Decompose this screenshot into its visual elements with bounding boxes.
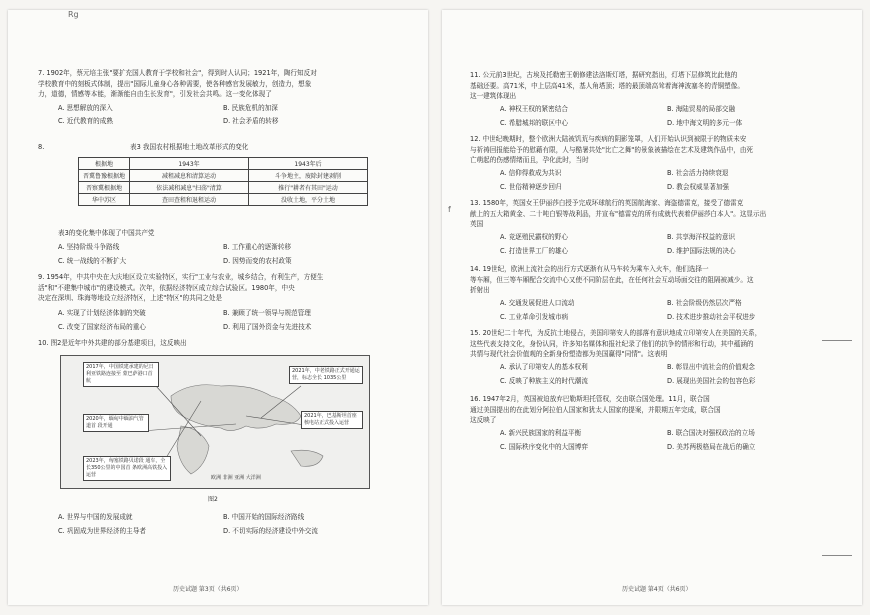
table-cell: 根据地 <box>79 158 130 170</box>
callout-box: 2017年，中国铁建承建的尼日利亚铁路连接至 蒙巴萨港口首航 <box>83 362 159 387</box>
q8-option-c: C. 统一战线的不断扩大 <box>58 257 127 265</box>
table-cell: 推行"耕者有其田"运动 <box>249 182 368 194</box>
question-16 <box>470 394 855 426</box>
q9-option-b: B. 兼顾了统一领导与规范管理 <box>223 309 311 317</box>
margin-line <box>822 340 852 341</box>
q15-option-a: A. 承认了印第安人的基本权利 <box>500 363 588 371</box>
q12-option-a: A. 信仰得救成为共识 <box>500 169 562 177</box>
q8-stem-end: 表3的变化集中体现了中国共产党 <box>58 229 155 237</box>
q13-option-d: D. 维护国际法规的决心 <box>667 247 736 255</box>
side-mark: f <box>448 205 451 214</box>
oceania-shape <box>291 450 323 466</box>
q10-option-c: C. 巩固成为世界经济的主导者 <box>58 527 146 535</box>
table-row <box>79 194 368 206</box>
q7-option-d: D. 社会矛盾的转移 <box>223 117 279 125</box>
q15-line: 这些代表支持文化，身份认同，许多知名媒体和报社纪录了他们的抗争的情形和行动，其中蕴涵的 <box>470 339 754 348</box>
table-cell: 减租减息和清算运动 <box>130 170 249 182</box>
table-cell: 依法减租减息"扫荡"清算 <box>130 182 249 194</box>
q12-line: 亡萌起的伤感情绪而且，孕化此时，当时 <box>470 156 589 164</box>
left-page <box>8 10 428 605</box>
q7-option-a: A. 思想解放的深入 <box>58 104 113 112</box>
figure-2-label: 图2 <box>208 496 218 503</box>
callout-box: 2021年，巴基斯坦首座 核电站正式投入运营 <box>301 411 363 429</box>
table-cell: 1943年 <box>130 158 249 170</box>
q8-number: 8. <box>38 143 45 151</box>
q7-option-b: B. 民族危机的加深 <box>223 104 278 112</box>
q16-option-a: A. 新兴民族国家的利益平衡 <box>500 429 582 437</box>
q14-option-c: C. 工业革命引发城市病 <box>500 313 569 321</box>
table-cell: 华中苏区 <box>79 194 130 206</box>
q9-option-d: D. 利用了国外资金与先进技术 <box>223 323 312 331</box>
q14-option-a: A. 交通发展促进人口流动 <box>500 299 575 307</box>
q9-line: 活"和"不建集中城市"的建设模式。次年，依据经济特区成立综合试验区。1980年，中央 <box>38 283 295 292</box>
table-row <box>79 182 368 194</box>
q8-option-d: D. 因势而变的农村政策 <box>223 257 292 265</box>
q16-line: 16. 1947年2月，英国被迫放弃巴勒斯坦托管权，交由联合国处理。11月，联合国 <box>470 395 710 403</box>
africa-shape <box>177 426 209 474</box>
q16-option-d: D. 美苏两极格局在战后的确立 <box>667 443 756 451</box>
table-row <box>79 170 368 182</box>
callout-box: 2023年，匈塞铁路贝诺段 通车，全长350公里的中国首 条欧洲高铁投入运营 <box>83 456 171 481</box>
table-row <box>79 158 368 170</box>
q14-option-d: D. 技术进步推动社会平权进步 <box>667 313 756 321</box>
q15-line: 共情与现代社会价值观的全新身份塑造都为美国赢得"同情"。这表明 <box>470 350 668 358</box>
question-14 <box>470 264 855 296</box>
q7-line: 力，道德，情感等本能，渐渐能自由生长发育"，引发社会共鸣。这一变化体现了 <box>38 90 272 98</box>
question-13 <box>470 198 855 230</box>
q12-line: 与祈祷回报能给予的慰藉有限，人与酷暑共处"比亡之舞"的景象被描绘在艺术及建筑作品中，由死 <box>470 145 754 154</box>
q11-line: 这一建筑体现出 <box>470 92 517 100</box>
q16-option-c: C. 国际秩序变化中的大国博弈 <box>500 443 588 451</box>
q14-line: 14. 19世纪，欧洲上流社会的出行方式逐渐有从马车转为乘车入火车，他们选择一 <box>470 265 709 273</box>
table-cell: 查田查租和退租运动 <box>130 194 249 206</box>
q8-caption: 表3 我国农村根据地土地改革形式的变化 <box>130 143 249 151</box>
q9-option-a: A. 实现了计划经济体制的突破 <box>58 309 146 317</box>
table-cell: 1943年后 <box>249 158 368 170</box>
q13-line: 13. 1580年，英国女王伊丽莎白授予完成环球航行的英国航海家、海盗德雷克，接受了德雷克 <box>470 199 744 207</box>
q13-line: 献上的五大箱黄金、二十吨白银等战利品，并宣布"德雷克的所有成就代表着伊丽莎白本人"。这显示出 <box>470 209 767 218</box>
table-cell: 晋察冀根据地 <box>79 182 130 194</box>
q9-line: 9. 1954年，中共中央在大庆地区设立实验特区，实行"工业与农业，城乡结合，有利生产，方便生 <box>38 273 324 281</box>
q11-option-c: C. 希腊城邦的联区中心 <box>500 119 569 127</box>
q10-option-d: D. 不切实际的经济建设中外交流 <box>223 527 318 535</box>
q12-option-c: C. 世俗精神逐步回归 <box>500 183 562 191</box>
q11-option-b: B. 海陆贸易的局部交融 <box>667 105 736 113</box>
q10-stem: 10. 图2是近年中外共建的部分基建项目，这反映出 <box>38 339 187 347</box>
q14-option-b: B. 社会阶级仍然层次严格 <box>667 299 742 307</box>
top-mark: Rg <box>68 10 79 19</box>
callout-box: 2021年，中老铁路正式开通运营，标志全长 1035公里 <box>289 366 363 384</box>
question-9 <box>38 272 418 304</box>
q8-option-b: B. 工作重心的逐渐转移 <box>223 243 292 251</box>
question-11 <box>470 70 855 102</box>
q16-option-b: B. 联合国决对强权政治的立场 <box>667 429 755 437</box>
q15-line: 15. 20世纪二十年代，为反抗土地侵占，美国印第安人的部落有意识地成立印第安人在美国的关系， <box>470 329 762 337</box>
page-footer: 历史试题 第4页（共6页） <box>622 586 692 593</box>
world-map-figure <box>60 355 370 489</box>
q13-option-a: A. 竞逐殖民霸权的野心 <box>500 233 568 241</box>
q13-line: 英国 <box>470 220 484 228</box>
q11-option-a: A. 神权王权的紧密结合 <box>500 105 568 113</box>
question-12 <box>470 134 855 166</box>
page-footer: 历史试题 第3页（共6页） <box>173 586 243 593</box>
q12-line: 12. 中世纪晚期时，整个欧洲大陆被饥荒与疾病的阴影笼罩，人们开始认识到被限于的物质未安 <box>470 135 747 143</box>
q12-option-d: D. 教会权威显著加强 <box>667 183 730 191</box>
q13-option-c: C. 打造世界工厂的雄心 <box>500 247 569 255</box>
map-region-labels: 欧洲 非洲 亚洲 大洋洲 <box>211 475 261 481</box>
q16-line: 通过美国提出的在此划分阿拉伯人国家和犹太人国家的提案，并限期五年完成，联合国 <box>470 405 721 414</box>
q8-option-a: A. 坚持阶级斗争路线 <box>58 243 120 251</box>
q9-option-c: C. 改变了国家经济布局的重心 <box>58 323 146 331</box>
q7-line: 学校教育中的刻板式体制，提出"国际儿童身心各种需要，使各种感官发展敏力，创造力，想象 <box>38 79 312 88</box>
q8-table <box>78 157 368 206</box>
right-page <box>442 10 862 605</box>
q10-option-a: A. 世界与中国的发展成就 <box>58 513 133 521</box>
table-cell: 没收土地，平分土地 <box>249 194 368 206</box>
q14-line: 折射出 <box>470 286 490 294</box>
q16-line: 这反映了 <box>470 416 497 424</box>
callout-box: 2020年，缅甸中缅油气管道首 段开通 <box>83 414 149 432</box>
question-15 <box>470 328 855 360</box>
q11-line: 基础还要。高71米，中上层高41米，基人角塔顶；塔的最顶端高耸着海神波塞冬的青铜塑像。 <box>470 81 744 90</box>
q11-option-d: D. 地中海文明的多元一体 <box>667 119 743 127</box>
q15-option-b: B. 彰显出中流社会的价值观念 <box>667 363 755 371</box>
question-7 <box>38 68 418 100</box>
q9-line: 决定在深圳、珠海等地设立经济特区，上述"特区"的共同之处是 <box>38 294 223 302</box>
table-cell: 斗争地主，废除封建剥削 <box>249 170 368 182</box>
q12-option-b: B. 社会活力持续衰退 <box>667 169 729 177</box>
q15-option-c: C. 反映了种族主义的时代潮流 <box>500 377 588 385</box>
q13-option-b: B. 共享海洋权益的意识 <box>667 233 736 241</box>
q15-option-d: D. 展现出美国社会的包容色彩 <box>667 377 756 385</box>
margin-line <box>822 555 852 556</box>
q7-option-c: C. 近代教育的成熟 <box>58 117 113 125</box>
q11-line: 11. 公元前3世纪，古埃及托勒密王朝修建法洛斯灯塔，据研究指出，灯塔下层修筑比此他的 <box>470 71 738 79</box>
table-cell: 晋冀鲁豫根据地 <box>79 170 130 182</box>
q10-option-b: B. 中国开始的国际经济路线 <box>223 513 305 521</box>
q7-line: 7. 1902年，蔡元培主张"要扩充国人教育于学校和社会"，得到时人认同；1921年，陶行知反对 <box>38 69 317 77</box>
eurasia-shape <box>171 385 301 431</box>
q14-line: 等车厢，但三等车厢配合交流中心又使不同阶层在此，在任何社会互动场面交往的阻隔被减少。这 <box>470 275 754 284</box>
